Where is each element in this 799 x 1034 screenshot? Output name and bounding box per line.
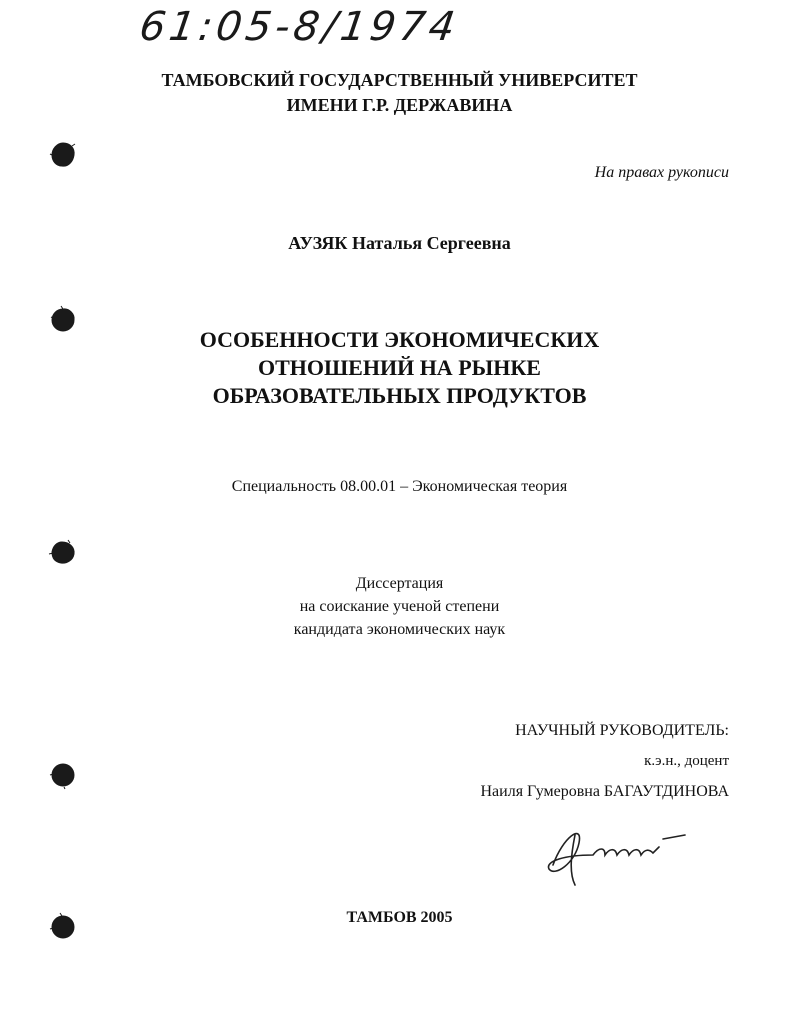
binding-hole-icon <box>48 538 78 568</box>
supervisor-heading: НАУЧНЫЙ РУКОВОДИТЕЛЬ: <box>515 722 729 739</box>
university-line-1: ТАМБОВСКИЙ ГОСУДАРСТВЕННЫЙ УНИВЕРСИТЕТ <box>161 70 638 90</box>
manuscript-rights-note: На правах рукописи <box>594 164 729 181</box>
binding-hole-icon <box>48 912 78 942</box>
dissertation-line-1: Диссертация <box>355 575 444 592</box>
binding-hole-icon <box>48 760 78 790</box>
supervisor-signature <box>535 815 705 895</box>
author-name: АУЗЯК Наталья Сергеевна <box>288 233 511 253</box>
university-name <box>0 68 799 118</box>
dissertation-line-3: кандидата экономических наук <box>293 621 506 638</box>
binding-hole-icon <box>48 305 78 335</box>
supervisor-name: Наиля Гумеровна БАГАУТДИНОВА <box>480 783 729 800</box>
university-line-2: ИМЕНИ Г.Р. ДЕРЖАВИНА <box>286 95 513 115</box>
dissertation-line-2: на соискание ученой степени <box>299 598 500 615</box>
supervisor-degree: к.э.н., доцент <box>644 753 729 769</box>
binding-hole-icon <box>48 140 78 170</box>
specialty: Специальность 08.00.01 – Экономическая теория <box>231 478 568 495</box>
city-year: ТАМБОВ 2005 <box>346 909 453 926</box>
title-line-2: ОТНОШЕНИЙ НА РЫНКЕ <box>258 355 541 380</box>
title-line-1: ОСОБЕННОСТИ ЭКОНОМИЧЕСКИХ <box>199 327 600 352</box>
dissertation-degree <box>0 572 799 641</box>
handwritten-archive-number: 61:05-8/1974 <box>136 4 462 50</box>
title-line-3: ОБРАЗОВАТЕЛЬНЫХ ПРОДУКТОВ <box>212 383 587 408</box>
dissertation-title <box>0 326 799 410</box>
